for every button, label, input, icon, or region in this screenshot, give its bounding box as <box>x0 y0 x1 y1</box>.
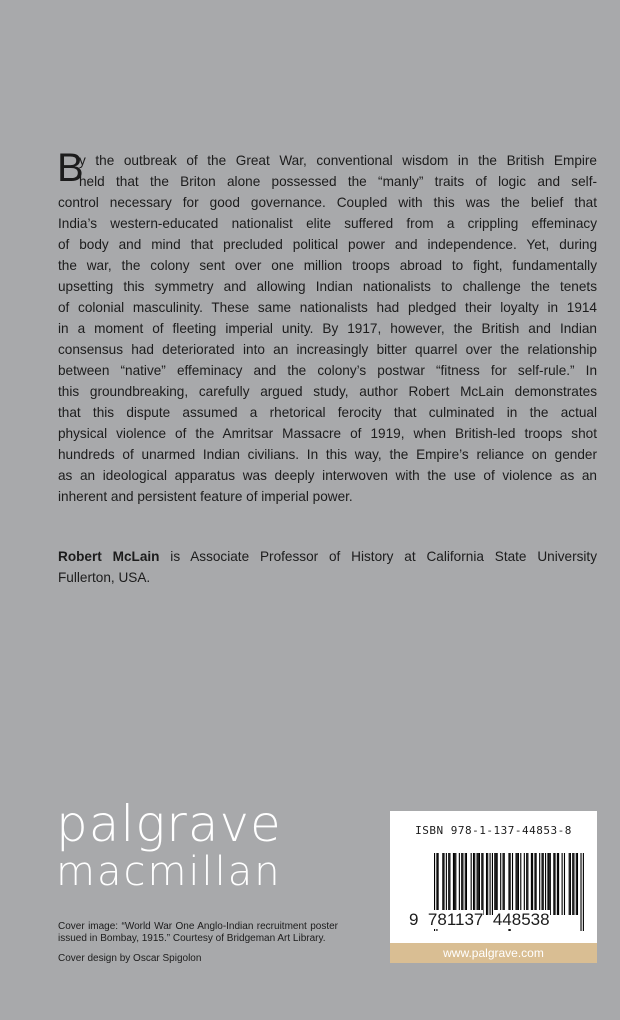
barcode-bar <box>572 853 573 915</box>
ean-right: 448538 <box>492 910 550 929</box>
logo-macmillan: macmillan <box>56 849 282 895</box>
drop-cap: B <box>57 146 84 190</box>
logo-palgrave: palgrave <box>56 795 282 853</box>
blurb-line: in a moment of fleeting imperial unity. By 1917, however, the British and Indian <box>58 321 597 336</box>
blurb-line: between “native” effeminacy and the colony’s postwar “fitness for self-rule.” In <box>58 363 597 378</box>
barcode-bar <box>482 853 483 915</box>
barcode-bar <box>553 853 554 915</box>
barcode-bar <box>448 853 449 915</box>
blurb-line: hundreds of unarmed Indian civilians. In this way, the Empire’s reliance on gender <box>58 447 597 462</box>
barcode-bar <box>459 853 460 915</box>
credit-line-3: Cover design by Oscar Spigolon <box>58 953 202 964</box>
barcode-bar <box>474 853 475 915</box>
barcode-bar <box>527 853 528 915</box>
cover-credits <box>58 921 338 965</box>
barcode-bar <box>461 853 462 915</box>
barcode-bar <box>438 853 439 915</box>
blurb-line: consensus had deteriorated into an increasingly bitter quarrel over the relationship <box>58 342 597 357</box>
blurb-line: control necessary for good governance. Coupled with this was the belief that <box>58 195 597 210</box>
barcode-bar <box>564 853 565 915</box>
blurb-line: India’s western-educated nationalist elite suffered from a crippling effeminacy <box>58 216 597 231</box>
barcode-bar <box>520 853 521 915</box>
barcode-bar <box>580 853 581 931</box>
barcode-bar <box>494 853 495 915</box>
barcode-bar <box>504 853 505 915</box>
barcode-bar <box>465 853 466 915</box>
ean-digits <box>409 910 550 930</box>
blurb-line: inherent and persistent feature of imperial power. <box>58 489 353 504</box>
barcode-bar <box>550 853 551 915</box>
barcode-bar <box>455 853 456 915</box>
barcode-bar <box>495 853 496 915</box>
author-name: Robert McLain <box>58 549 160 564</box>
barcode-bar <box>557 853 558 915</box>
blurb-line: this groundbreaking, carefully argued study, author Robert McLain demonstrates <box>58 384 597 399</box>
credit-line-2: issued in Bombay, 1915.” Courtesy of Bridgeman Art Library. <box>58 933 326 944</box>
barcode-bar <box>481 853 482 915</box>
barcode-bar <box>517 853 518 915</box>
bio-text-line2: Fullerton, USA. <box>58 570 151 585</box>
barcode-bar <box>477 853 478 915</box>
barcode-bar <box>446 853 447 915</box>
barcode-bar <box>536 853 537 915</box>
barcode-bar <box>442 853 443 915</box>
barcode-bar <box>531 853 532 915</box>
isbn-text: ISBN 978-1-137-44853-8 <box>415 824 572 837</box>
barcode-bar <box>486 853 487 915</box>
credit-line-1: Cover image: “World War One Anglo-Indian recruitment poster <box>58 921 338 932</box>
barcode-bar <box>524 853 525 915</box>
barcode-bar <box>471 853 472 915</box>
barcode-bar <box>466 853 467 915</box>
blurb-line: of body and mind that precluded political power and independence. Yet, during <box>58 237 597 252</box>
barcode-bar <box>526 853 527 915</box>
ean-first: 9 <box>409 910 419 929</box>
barcode-bar <box>478 853 479 915</box>
bio-text: is Associate Professor of History at California State University <box>159 549 597 564</box>
barcode-bar <box>543 853 544 915</box>
barcode-bar <box>534 853 535 915</box>
website-link[interactable]: www.palgrave.com <box>390 943 597 963</box>
barcode-bar <box>554 853 555 915</box>
blurb-line: as an ideological apparatus was deeply interwoven with the use of violence as an <box>58 468 597 483</box>
blurb-line: y the outbreak of the Great War, conventional wisdom in the British Empire <box>79 153 597 168</box>
barcode-bar <box>547 853 548 915</box>
barcode-bar <box>512 853 513 915</box>
barcode-box <box>390 811 597 963</box>
blurb-line: of colonial masculinity. These same nationalists had pledged their loyalty in 1914 <box>58 300 597 315</box>
barcode-bar <box>497 853 498 915</box>
barcode-bar <box>549 853 550 915</box>
barcode-bar <box>487 853 488 915</box>
barcode-bar <box>573 853 574 915</box>
barcode-bar <box>500 853 501 915</box>
barcode-bar <box>545 853 546 915</box>
barcode-bar <box>583 853 584 931</box>
barcode-bar <box>462 853 463 915</box>
barcode-bar <box>577 853 578 915</box>
barcode-bar <box>453 853 454 915</box>
barcode-bar <box>541 853 542 915</box>
barcode-bar <box>539 853 540 915</box>
barcode-bar <box>490 853 491 915</box>
blurb-line: held that the Briton alone possessed the “manly” traits of logic and self- <box>79 174 597 189</box>
author-bio <box>58 546 597 588</box>
barcode-bar <box>515 853 516 915</box>
barcode-bar <box>449 853 450 915</box>
blurb-line: the war, the colony sent over one million troops abroad to fight, fundamentally <box>58 258 597 273</box>
barcode-bar <box>454 853 455 915</box>
ean-left: 781137 <box>427 910 484 929</box>
blurb-line: physical violence of the Amritsar Massacre of 1919, when British-led troops shot <box>58 426 597 441</box>
barcode-bar <box>576 853 577 915</box>
publisher-logo <box>56 795 282 895</box>
barcode-bar <box>518 853 519 915</box>
barcode-bar <box>473 853 474 915</box>
barcode-bar <box>532 853 533 915</box>
blurb-text <box>57 146 597 507</box>
barcode-bar <box>503 853 504 915</box>
barcode-bar <box>558 853 559 915</box>
barcode-bar <box>570 853 571 915</box>
blurb-line: that this dispute assumed a rhetorical ferocity that culminated in the actual <box>58 405 597 420</box>
blurb-line: upsetting this symmetry and allowing Indian nationalists to challenge the tenets <box>58 279 597 294</box>
barcode-bar <box>569 853 570 915</box>
barcode-bar <box>492 853 493 915</box>
barcode-bar <box>562 853 563 915</box>
barcode-bar <box>443 853 444 915</box>
barcode-bar <box>479 853 480 915</box>
